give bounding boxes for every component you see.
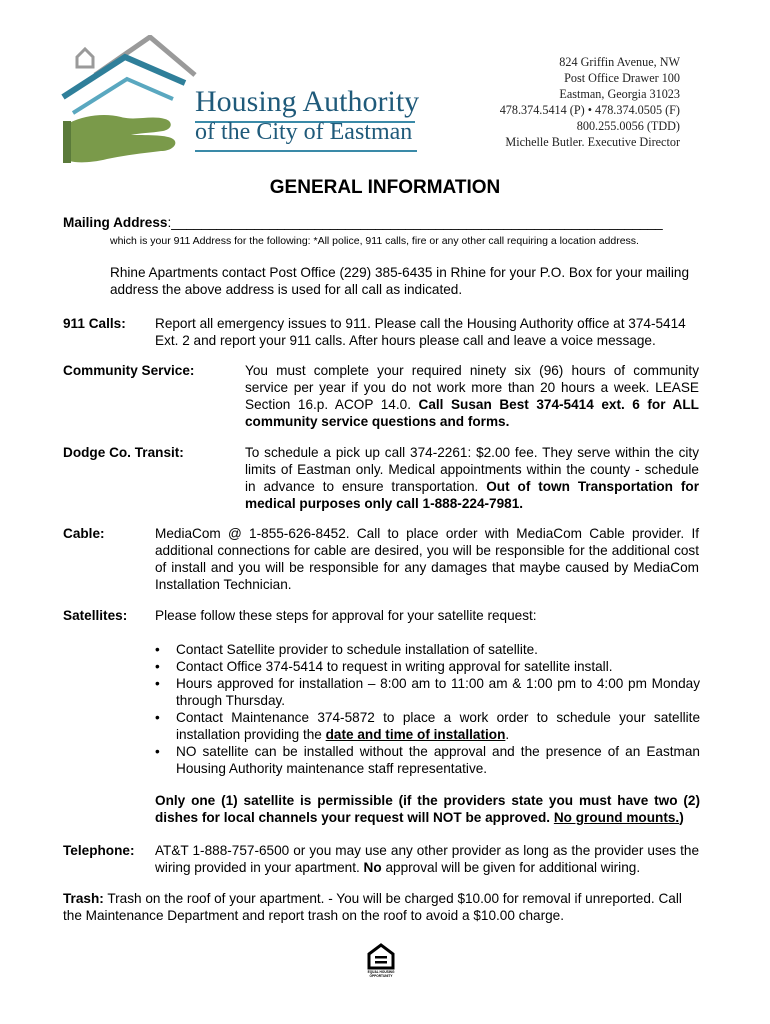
step-text-emphasis: date and time of installation <box>325 727 506 742</box>
list-item <box>155 675 700 709</box>
satellite-limit-end: ) <box>679 810 684 825</box>
calls-911-line2: Ext. 2 and report your 911 calls. After hours please call and leave a voice message. <box>155 333 656 348</box>
org-divider-bottom <box>195 150 417 152</box>
no-ground-mounts: No ground mounts. <box>553 810 680 825</box>
calls-911-label: 911 Calls: <box>63 316 126 331</box>
transit-label: Dodge Co. Transit: <box>63 445 184 460</box>
transit-body: To schedule a pick up call 374-2261: $2.00 fee. They serve within the city limits of Eastman only. Medical appointments within the county - schedule in advance to ensure transportation. <box>245 445 699 494</box>
cable-text: MediaCom @ 1-855-626-8452. Call to place order with MediaCom Cable provider. If additional connections for cable are desired, you will be responsible for the additional cost of install and you will be responsible for any damages that maybe caused by MediaCom Installation Technician. <box>155 526 699 592</box>
telephone-body: AT&T 1-888-757-6500 or you may use any other provider as long as the provider uses the wiring provided in your apartment. <box>155 843 699 875</box>
transit-text <box>245 444 699 512</box>
tdd-line: 800.255.0056 (TDD) <box>576 119 680 133</box>
trash-body: Trash on the roof of your apartment. - You will be charged $10.00 for removal if unreported. Call the Maintenance Department and report trash on the roof to avoid a $10.00 charge. <box>63 891 682 923</box>
satellites-intro: Please follow these steps for approval for your satellite request: <box>155 608 537 623</box>
trash-text <box>63 890 699 924</box>
step-text: Contact Satellite provider to schedule installation of satellite. <box>176 642 538 657</box>
satellite-limit-text: Only one (1) satellite is permissible (if the providers state you must have two (2) dishes for local channels your request will NOT be approved. <box>155 793 700 825</box>
address-line: Eastman, Georgia 31023 <box>559 87 680 101</box>
telephone-body-end: approval will be given for additional wiring. <box>381 860 641 875</box>
step-text: NO satellite can be installed without the approval and the presence of an Eastman Housing Authority maintenance staff representative. <box>176 744 700 776</box>
telephone-label: Telephone: <box>63 843 135 858</box>
mailing-address-note: which is your 911 Address for the following: *All police, 911 calls, fire or any other call requiring a location address. <box>110 235 639 247</box>
mailing-colon: : <box>167 215 172 230</box>
telephone-text <box>155 842 699 876</box>
org-name-line1: Housing Authority <box>195 85 420 118</box>
satellite-steps-list <box>155 641 700 777</box>
bullet-icon: • <box>155 676 160 691</box>
step-text: Hours approved for installation – 8:00 am to 11:00 am & 1:00 pm to 4:00 pm Monday through Thursday. <box>176 676 700 708</box>
satellite-limit-note <box>155 792 700 826</box>
address-line: 824 Griffin Avenue, NW <box>559 55 680 69</box>
satellites-label: Satellites: <box>63 608 128 623</box>
telephone-no: No <box>363 860 382 875</box>
community-service-body: You must complete your required ninety six (96) hours of community service per year if you do not work more than 20 hours a week. LEASE Section 16.p. ACOP 14.0. <box>245 363 699 412</box>
list-item <box>155 658 700 675</box>
step-text: Contact Office 374-5414 to request in writing approval for satellite install. <box>176 659 613 674</box>
calls-911-line1: Report all emergency issues to 911. Please call the Housing Authority office at 374-5414 <box>155 316 686 331</box>
bullet-icon: • <box>155 642 160 657</box>
rhine-note-line1: Rhine Apartments contact Post Office (229) 385-6435 in Rhine for your P.O. Box for your mailing <box>110 265 690 280</box>
bullet-icon: • <box>155 710 160 725</box>
step-text: Contact Maintenance 374-5872 to place a work order to schedule your satellite installation providing the <box>176 710 700 742</box>
org-name-line2: of the City of Eastman <box>195 119 413 145</box>
community-service-label: Community Service: <box>63 363 195 378</box>
mailing-address-line <box>63 214 663 231</box>
page-title: GENERAL INFORMATION <box>269 177 501 198</box>
cable-label: Cable: <box>63 526 105 541</box>
eho-text-line2: OPPORTUNITY <box>369 974 393 978</box>
community-service-contact: Call Susan Best 374-5414 ext. 6 for ALL community service questions and forms. <box>245 397 699 429</box>
director-line: Michelle Butler. Executive Director <box>505 135 680 149</box>
contact-address-block <box>500 54 680 150</box>
address-line: Post Office Drawer 100 <box>564 71 680 85</box>
list-item <box>155 709 700 743</box>
list-item <box>155 743 700 777</box>
transit-medical-contact: Out of town Transportation for medical purposes only call 1-888-224-7981. <box>245 479 699 511</box>
community-service-text <box>245 362 699 430</box>
bullet-icon: • <box>155 659 160 674</box>
house-hand-logo-icon <box>55 35 205 170</box>
list-item <box>155 641 700 658</box>
mailing-address-label: Mailing Address <box>63 215 168 230</box>
mailing-address-blank: _________________________________________________________________ <box>171 215 663 230</box>
phone-fax-line: 478.374.5414 (P) • 478.374.0505 (F) <box>499 103 680 117</box>
step-text-end: . <box>505 727 510 742</box>
eho-text-line1: EQUAL HOUSING <box>367 970 395 974</box>
rhine-note-line2: address the above address is used for all call as indicated. <box>110 282 463 297</box>
bullet-icon: • <box>155 744 160 759</box>
equal-housing-opportunity-icon <box>366 942 396 978</box>
trash-label: Trash: <box>63 891 104 906</box>
housing-authority-logo <box>55 35 435 170</box>
